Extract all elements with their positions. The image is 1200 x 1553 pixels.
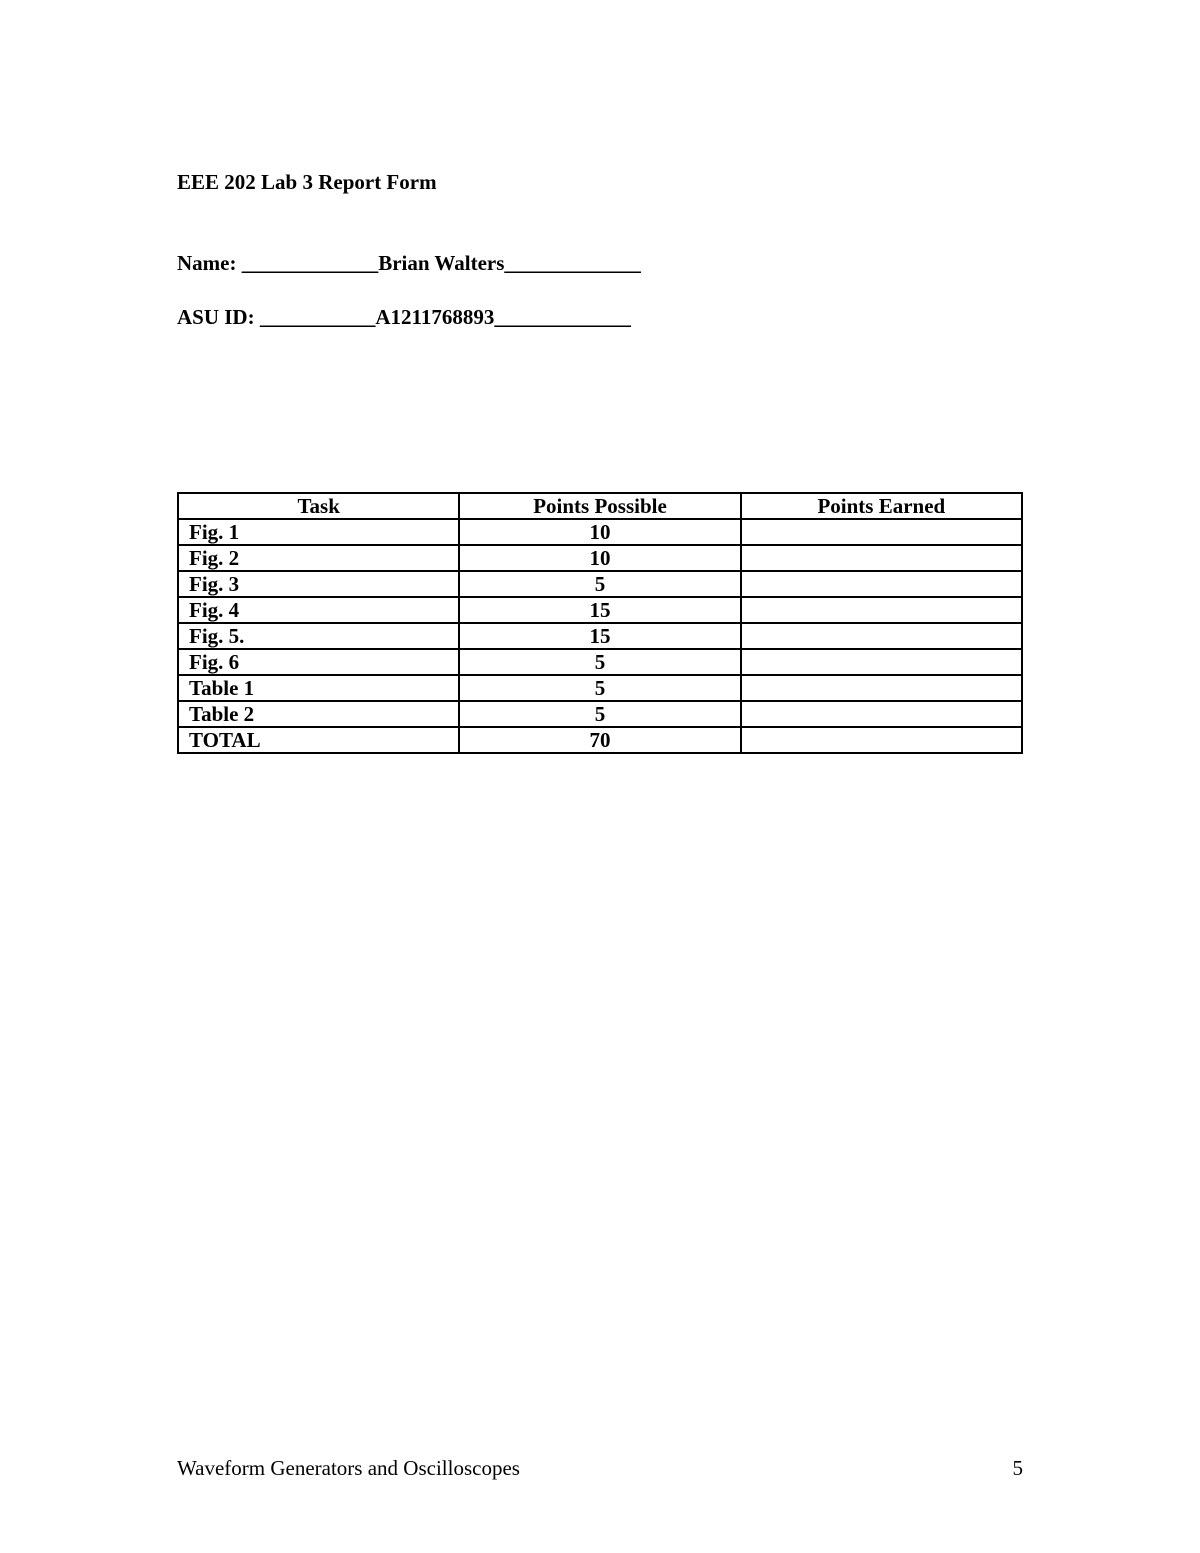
table-header-row	[178, 493, 1022, 519]
points-possible-cell: 70	[459, 727, 740, 753]
task-cell: Fig. 4	[178, 597, 459, 623]
page-number: 5	[1012, 1456, 1023, 1480]
points-earned-cell	[741, 675, 1022, 701]
points-earned-cell	[741, 623, 1022, 649]
task-cell: Fig. 6	[178, 649, 459, 675]
points-earned-cell	[741, 701, 1022, 727]
points-possible-cell: 5	[459, 649, 740, 675]
task-cell: Fig. 2	[178, 545, 459, 571]
points-possible-cell: 5	[459, 571, 740, 597]
points-possible-cell: 15	[459, 597, 740, 623]
footer-title: Waveform Generators and Oscilloscopes	[177, 1456, 520, 1480]
grading-table	[177, 492, 1023, 754]
table-row	[178, 597, 1022, 623]
asu-id-field: ASU ID: ___________A1211768893_____________	[177, 305, 631, 329]
points-possible-cell: 5	[459, 701, 740, 727]
points-earned-cell	[741, 571, 1022, 597]
points-earned-cell	[741, 545, 1022, 571]
points-earned-cell	[741, 519, 1022, 545]
points-possible-cell: 10	[459, 519, 740, 545]
task-cell: Table 1	[178, 675, 459, 701]
table-row-total	[178, 727, 1022, 753]
column-header-points-possible: Points Possible	[459, 493, 740, 519]
points-possible-cell: 5	[459, 675, 740, 701]
table-row	[178, 519, 1022, 545]
table-row	[178, 571, 1022, 597]
table-row	[178, 623, 1022, 649]
task-cell: Fig. 3	[178, 571, 459, 597]
table-row	[178, 545, 1022, 571]
table-row	[178, 701, 1022, 727]
column-header-task: Task	[178, 493, 459, 519]
task-cell: Fig. 5.	[178, 623, 459, 649]
page-title: EEE 202 Lab 3 Report Form	[177, 170, 437, 194]
column-header-points-earned: Points Earned	[741, 493, 1022, 519]
table-row	[178, 649, 1022, 675]
points-possible-cell: 15	[459, 623, 740, 649]
task-cell: TOTAL	[178, 727, 459, 753]
name-field: Name: _____________Brian Walters_____________	[177, 251, 641, 275]
task-cell: Table 2	[178, 701, 459, 727]
points-earned-cell	[741, 727, 1022, 753]
points-earned-cell	[741, 597, 1022, 623]
points-possible-cell: 10	[459, 545, 740, 571]
task-cell: Fig. 1	[178, 519, 459, 545]
table-row	[178, 675, 1022, 701]
points-earned-cell	[741, 649, 1022, 675]
